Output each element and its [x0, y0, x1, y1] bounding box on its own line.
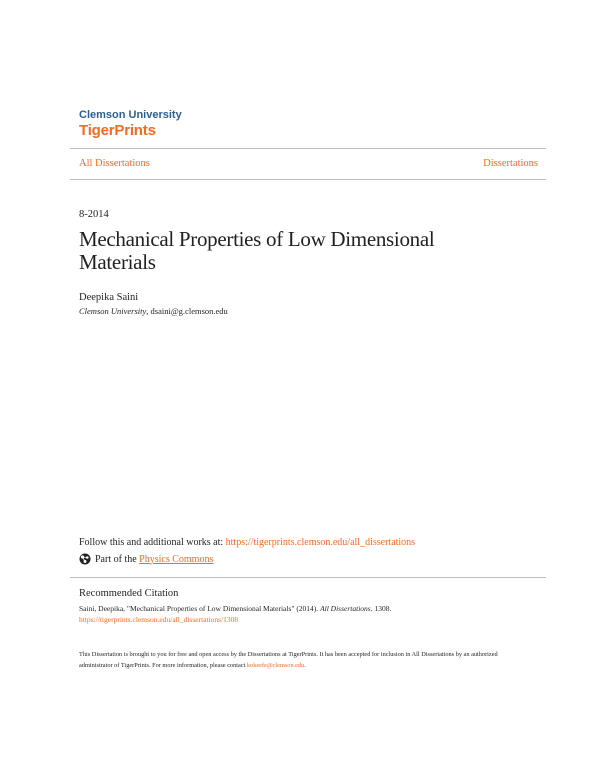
citation-text: Saini, Deepika, "Mechanical Properties of Low Dimensional Materials" (2014). — [79, 604, 321, 613]
access-notice — [79, 649, 529, 671]
follow-line — [79, 537, 415, 548]
part-of-line — [79, 553, 213, 565]
dissertations-link[interactable]: Dissertations — [483, 158, 538, 169]
publication-date: 8-2014 — [79, 209, 109, 220]
part-of-prefix: Part of the — [95, 553, 140, 565]
author-affiliation — [79, 306, 228, 316]
document-title: Mechanical Properties of Low Dimensional Materials — [79, 227, 435, 274]
follow-url-link[interactable]: https://tigerprints.clemson.edu/all_dissertations — [225, 537, 416, 548]
notice-suffix: . — [304, 662, 306, 669]
affiliation-email: , dsaini@g.clemson.edu — [146, 306, 228, 316]
citation-heading: Recommended Citation — [79, 588, 179, 599]
network-commons-icon — [79, 553, 91, 565]
affiliation-institution: Clemson University — [79, 306, 147, 316]
citation-number: . 1308. — [370, 604, 392, 613]
repository-name: TigerPrints — [79, 122, 156, 139]
contact-email-link[interactable]: kokeefe@clemson.edu — [246, 662, 305, 669]
university-name: Clemson University — [79, 109, 182, 121]
citation-url-link[interactable]: https://tigerprints.clemson.edu/all_dissertations/1308 — [79, 615, 239, 624]
citation-body — [79, 603, 539, 625]
all-dissertations-link[interactable]: All Dissertations — [79, 158, 150, 169]
author-name: Deepika Saini — [79, 292, 139, 303]
notice-text: This Dissertation is brought to you for free and open access by the Dissertations at TigerPrints. It has been accepted for inclusion in All Dissertations by an authorized administrator of TigerPrints. For more information, please contact — [79, 651, 498, 669]
top-divider — [70, 148, 546, 149]
citation-divider — [70, 577, 546, 578]
follow-text: Follow this and additional works at: — [79, 537, 226, 548]
citation-series: All Dissertations — [320, 604, 371, 613]
bottom-divider — [70, 179, 546, 180]
physics-commons-link[interactable]: Physics Commons — [139, 553, 214, 565]
